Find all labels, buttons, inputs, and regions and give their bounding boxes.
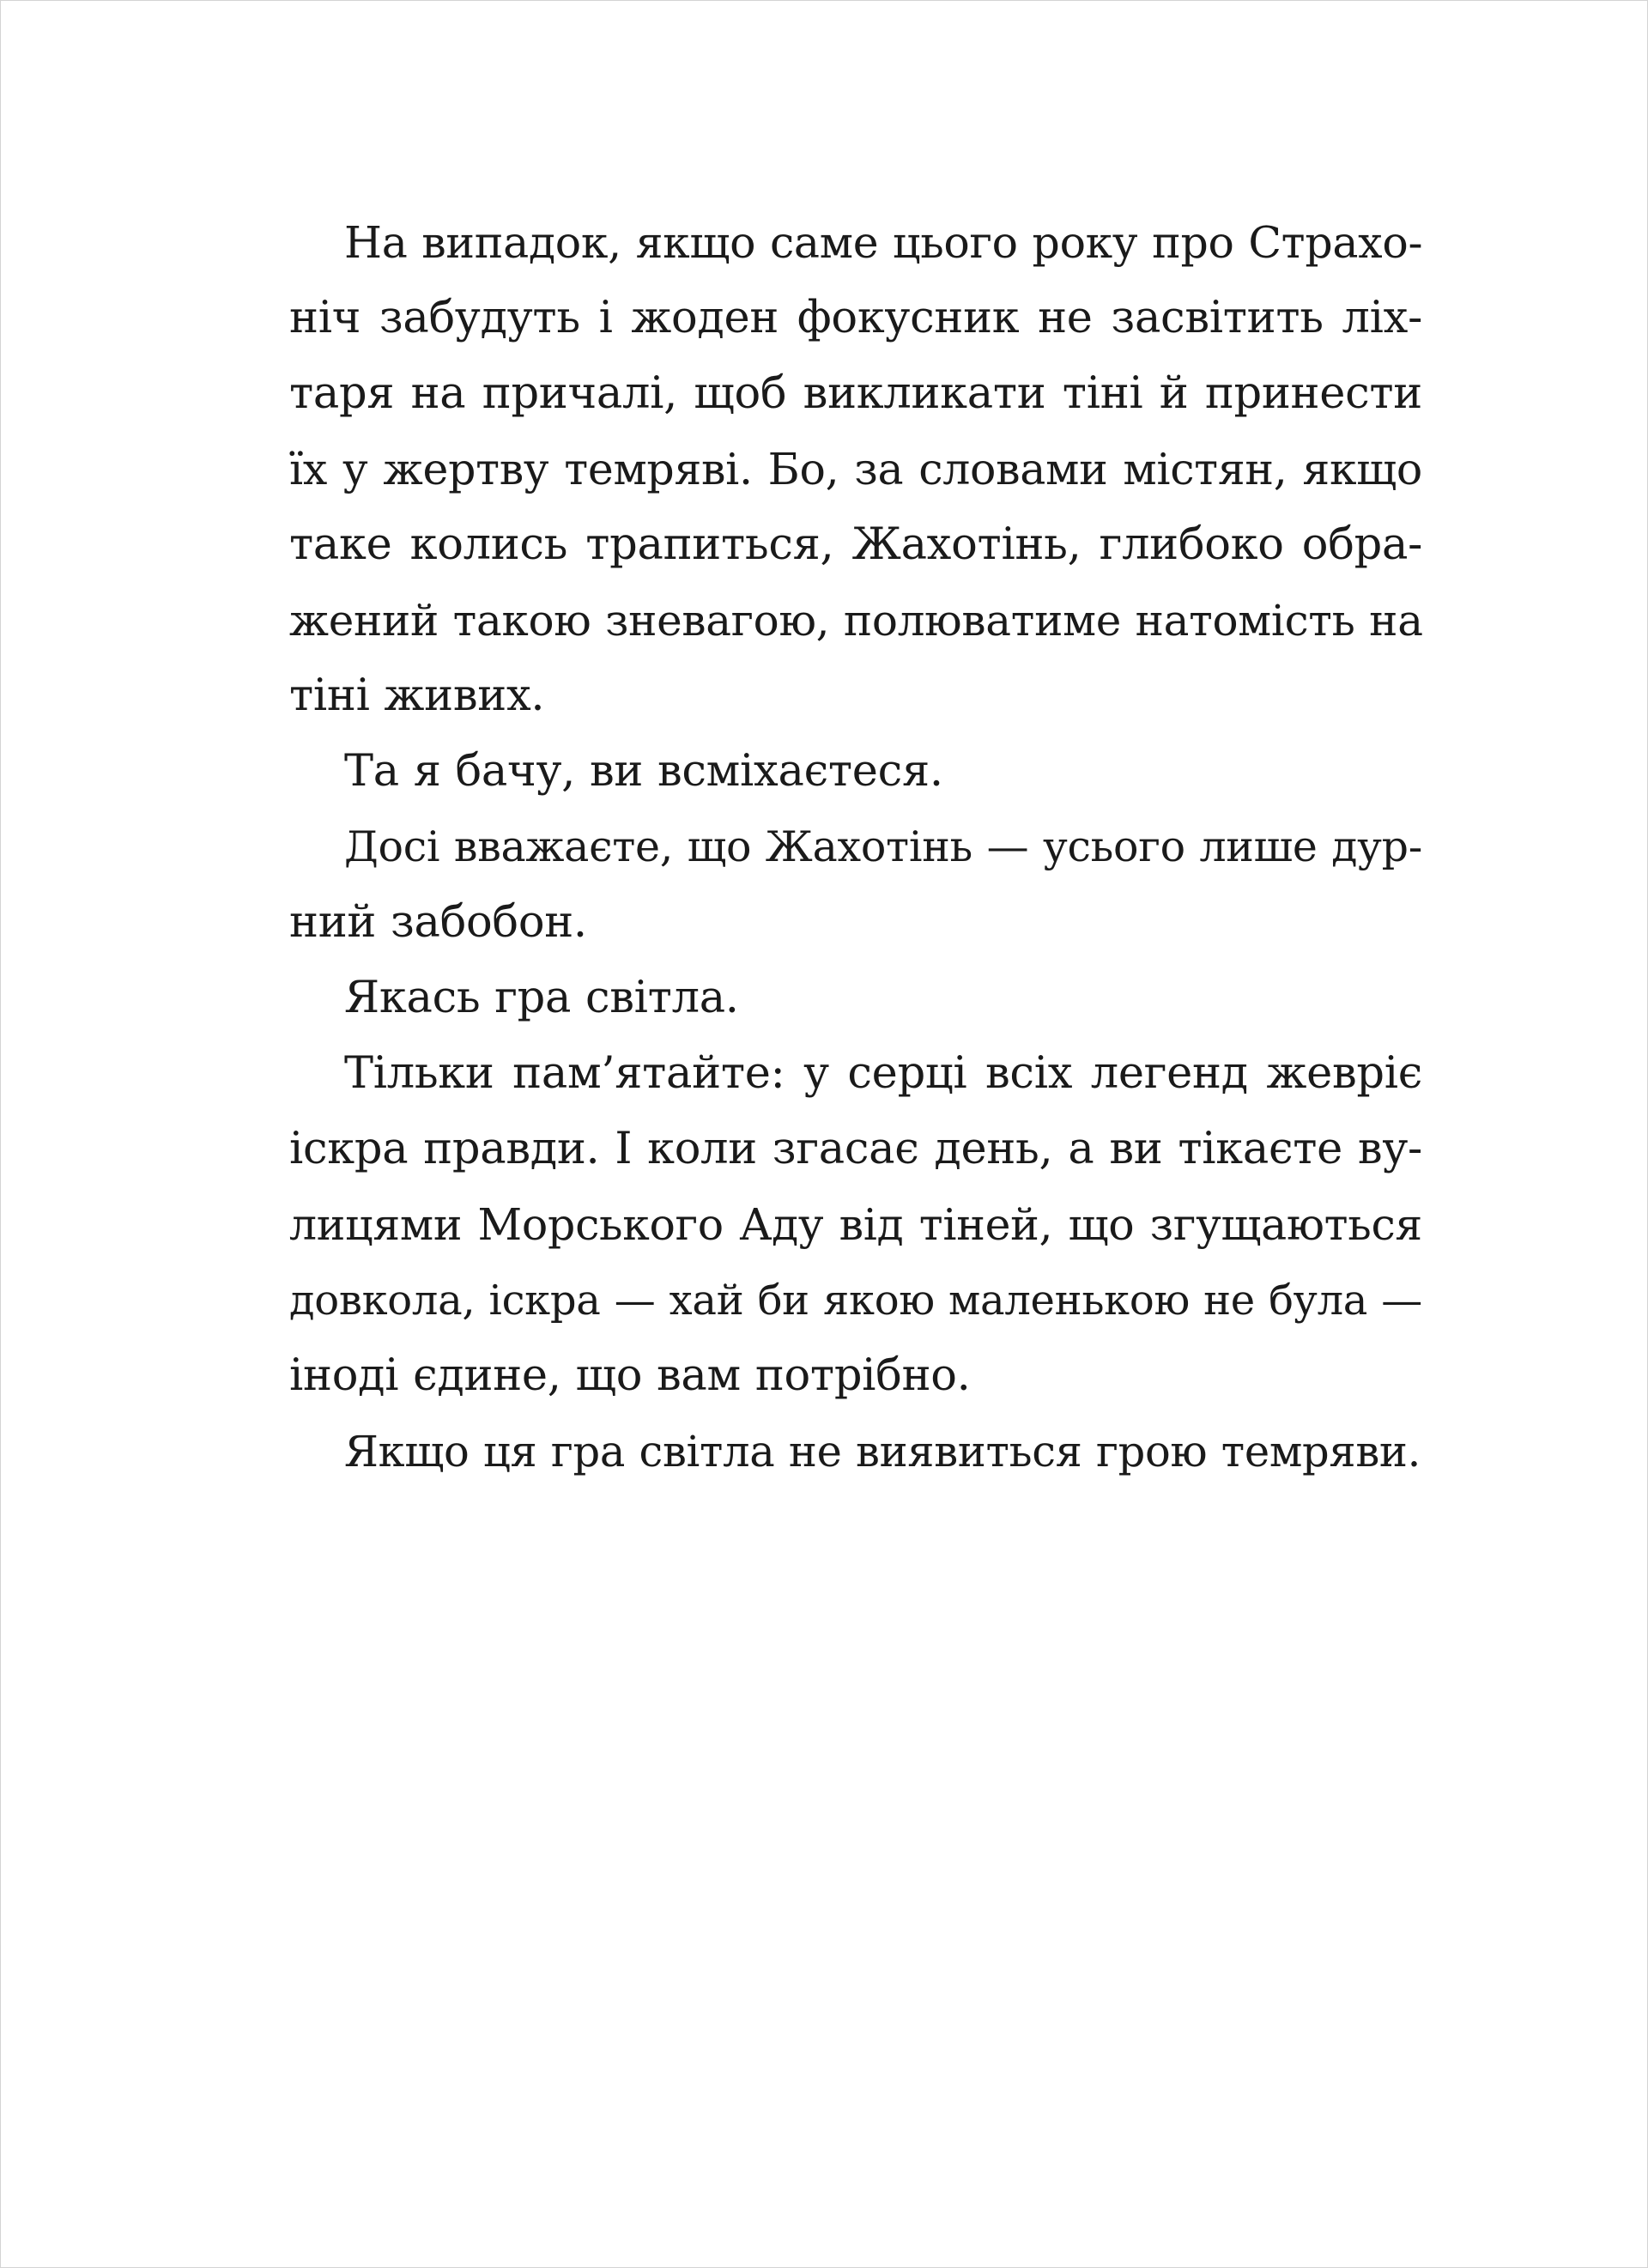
text-line: ніч забудуть і жоден фокусник не засвітить ліх- <box>289 293 1422 343</box>
text-line: Якась гра світла. <box>344 973 739 1023</box>
text-line: ний забобон. <box>289 897 587 948</box>
text-line: тіні живих. <box>289 670 545 721</box>
text-line: іноді єдине, що вам потрібно. <box>289 1350 971 1401</box>
text-line: довкола, іскра — хай би якою маленькою не була — <box>289 1277 1422 1325</box>
text-line: Якщо ця гра світла не виявиться грою темряви. <box>344 1427 1421 1477</box>
text-line: Та я бачу, ви всміхаєтеся. <box>344 746 943 797</box>
text-line: Тільки пам’ятайте: у серці всіх легенд жевріє <box>344 1048 1422 1099</box>
text-line: таке колись трапиться, Жахотінь, глибоко обра- <box>289 519 1422 570</box>
text-line: іскра правди. І коли згасає день, а ви тікаєте ву- <box>289 1124 1422 1174</box>
text-line: На випадок, якщо саме цього року про Страхо- <box>344 217 1423 268</box>
text-line: їх у жертву темряві. Бо, за словами містян, якщо <box>289 444 1422 494</box>
text-line: Досі вважаєте, що Жахотінь — усього лише дур- <box>344 822 1422 871</box>
page-text <box>289 205 1422 1489</box>
text-line: жений такою зневагою, полюватиме натомість на <box>289 596 1423 646</box>
text-line: лицями Морського Аду від тіней, що згущаються <box>289 1199 1422 1250</box>
text-line: таря на причалі, щоб викликати тіні й принести <box>289 368 1422 419</box>
